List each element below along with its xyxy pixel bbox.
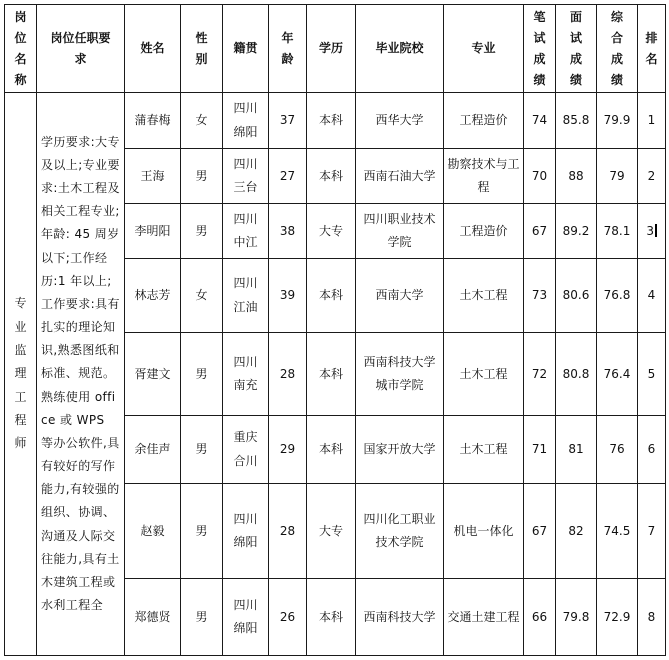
cell-school[interactable] [356, 149, 444, 204]
header-label: 专业 [471, 41, 496, 55]
cell-gender[interactable] [181, 484, 223, 579]
header-label: 笔试成绩 [533, 9, 546, 87]
header-label: 姓名 [140, 41, 165, 55]
rank: 3 [646, 223, 655, 238]
age: 29 [279, 442, 296, 457]
interview-score: 80.8 [562, 366, 590, 381]
header-name[interactable] [125, 5, 181, 93]
position-name: 专业监理工程师 [14, 296, 27, 451]
education: 本科 [318, 168, 343, 183]
education: 大专 [318, 523, 343, 538]
written-score: 67 [531, 523, 548, 538]
header-overall-score[interactable] [597, 5, 638, 93]
cell-interview-score[interactable] [556, 204, 597, 259]
gender: 男 [195, 442, 208, 457]
major: 土木工程 [459, 366, 508, 381]
cell-gender[interactable] [181, 416, 223, 484]
header-label: 排名 [645, 30, 658, 66]
header-label: 籍贯 [233, 41, 258, 55]
cell-gender[interactable] [181, 259, 223, 333]
major: 工程造价 [459, 223, 508, 238]
overall-score: 79.9 [603, 113, 631, 128]
education: 本科 [318, 113, 343, 128]
gender: 男 [195, 223, 208, 238]
major: 勘察技术与工程 [447, 157, 520, 194]
header-label: 性别 [195, 30, 208, 66]
cell-interview-score[interactable] [556, 149, 597, 204]
rank: 1 [647, 113, 656, 128]
major: 土木工程 [459, 288, 508, 303]
gender: 男 [195, 523, 208, 538]
cell-school[interactable] [356, 579, 444, 656]
header-interview-score[interactable] [556, 5, 597, 93]
school: 国家开放大学 [363, 442, 436, 457]
education: 大专 [318, 223, 343, 238]
interview-score: 82 [568, 523, 584, 538]
cell-education[interactable] [307, 93, 356, 149]
cell-name[interactable] [125, 333, 181, 416]
major: 土木工程 [459, 442, 508, 457]
overall-score: 78.1 [603, 223, 631, 238]
cell-position-name[interactable] [5, 93, 37, 656]
applicant-name: 余佳声 [134, 442, 171, 457]
cell-major[interactable] [444, 484, 524, 579]
cell-school[interactable] [356, 204, 444, 259]
cell-age[interactable] [269, 93, 307, 149]
requirements-text: 学历要求:大专及以上;专业要求:土木工程及相关工程专业;年龄: 45 周岁以下;工作经历:1 年以上;工作要求:具有扎实的理论知识,熟悉图纸和标准、规范。熟练使用 office 或 WPS 等办公软件,具有较好的写作能力,有较强的组织、协调、沟通及人际交往能力,具有土木建筑工程或水利工程全 [41, 134, 120, 612]
cell-hometown[interactable] [223, 204, 269, 259]
overall-score: 76 [609, 442, 625, 457]
cell-written-score[interactable] [524, 259, 556, 333]
cell-written-score[interactable] [524, 416, 556, 484]
cell-age[interactable] [269, 333, 307, 416]
applicant-name: 王海 [140, 168, 165, 183]
gender: 女 [195, 113, 208, 128]
overall-score: 74.5 [603, 523, 631, 538]
cell-age[interactable] [269, 259, 307, 333]
header-label: 学历 [318, 41, 343, 55]
hometown: 四川中江 [233, 211, 258, 249]
education: 本科 [318, 442, 343, 457]
school: 西南大学 [375, 288, 424, 303]
cell-major[interactable] [444, 416, 524, 484]
cell-hometown[interactable] [223, 579, 269, 656]
age: 37 [279, 113, 296, 128]
cell-name[interactable] [125, 149, 181, 204]
cell-overall-score[interactable] [597, 579, 638, 656]
rank: 7 [647, 523, 656, 538]
header-school[interactable] [356, 5, 444, 93]
cell-major[interactable] [444, 93, 524, 149]
header-major[interactable] [444, 5, 524, 93]
header-requirements[interactable] [37, 5, 125, 93]
gender: 女 [195, 288, 208, 303]
cell-school[interactable] [356, 259, 444, 333]
header-gender[interactable] [181, 5, 223, 93]
cell-interview-score[interactable] [556, 579, 597, 656]
gender: 男 [195, 609, 208, 624]
hometown: 四川三台 [233, 156, 258, 194]
interview-score: 85.8 [562, 113, 590, 128]
cell-interview-score[interactable] [556, 93, 597, 149]
cell-age[interactable] [269, 416, 307, 484]
cell-overall-score[interactable] [597, 333, 638, 416]
applicant-name: 胥建文 [134, 366, 171, 381]
written-score: 72 [531, 366, 548, 381]
overall-score: 76.4 [603, 366, 631, 381]
applicant-name: 郑德贤 [134, 609, 171, 624]
cell-requirements[interactable] [37, 93, 125, 656]
cell-overall-score[interactable] [597, 484, 638, 579]
cell-education[interactable] [307, 149, 356, 204]
hometown: 四川绵阳 [233, 511, 258, 549]
age: 27 [279, 168, 296, 183]
interview-score: 80.6 [562, 288, 590, 303]
cell-name[interactable] [125, 579, 181, 656]
cell-rank[interactable] [638, 259, 666, 333]
cell-gender[interactable] [181, 149, 223, 204]
header-row [5, 5, 666, 93]
cell-gender[interactable] [181, 579, 223, 656]
rank: 8 [647, 609, 656, 624]
major: 机电一体化 [453, 523, 514, 538]
text-cursor [655, 224, 657, 237]
cell-age[interactable] [269, 204, 307, 259]
cell-rank[interactable] [638, 484, 666, 579]
cell-interview-score[interactable] [556, 484, 597, 579]
school: 西南科技大学城市学院 [363, 355, 436, 392]
cell-education[interactable] [307, 579, 356, 656]
cell-hometown[interactable] [223, 416, 269, 484]
cell-overall-score[interactable] [597, 259, 638, 333]
cell-major[interactable] [444, 149, 524, 204]
applicant-name: 蒲春梅 [134, 113, 171, 128]
cell-hometown[interactable] [223, 484, 269, 579]
cell-overall-score[interactable] [597, 93, 638, 149]
education: 本科 [318, 366, 343, 381]
header-label: 毕业院校 [375, 41, 424, 55]
cell-rank[interactable] [638, 93, 666, 149]
recruitment-score-table [4, 4, 666, 656]
cell-hometown[interactable] [223, 259, 269, 333]
cell-age[interactable] [269, 149, 307, 204]
cell-rank[interactable] [638, 204, 666, 259]
header-hometown[interactable] [223, 5, 269, 93]
cell-gender[interactable] [181, 93, 223, 149]
written-score: 70 [531, 168, 548, 183]
header-age[interactable] [269, 5, 307, 93]
interview-score: 81 [568, 442, 584, 457]
hometown: 四川江油 [233, 276, 258, 314]
school: 四川职业技术学院 [363, 212, 436, 249]
rank: 2 [647, 168, 656, 183]
school: 西华大学 [375, 113, 424, 128]
cell-written-score[interactable] [524, 149, 556, 204]
interview-score: 79.8 [562, 609, 590, 624]
header-label: 面试成绩 [569, 9, 582, 87]
cell-hometown[interactable] [223, 333, 269, 416]
written-score: 74 [531, 113, 548, 128]
major: 工程造价 [459, 113, 508, 128]
cell-written-score[interactable] [524, 579, 556, 656]
cell-rank[interactable] [638, 579, 666, 656]
cell-name[interactable] [125, 204, 181, 259]
cell-overall-score[interactable] [597, 204, 638, 259]
gender: 男 [195, 366, 208, 381]
header-written-score[interactable] [524, 5, 556, 93]
cell-major[interactable] [444, 204, 524, 259]
overall-score: 72.9 [603, 609, 631, 624]
written-score: 71 [531, 442, 548, 457]
cell-rank[interactable] [638, 416, 666, 484]
written-score: 73 [531, 288, 548, 303]
cell-interview-score[interactable] [556, 259, 597, 333]
cell-name[interactable] [125, 259, 181, 333]
cell-major[interactable] [444, 259, 524, 333]
cell-rank[interactable] [638, 149, 666, 204]
written-score: 66 [531, 609, 548, 624]
cell-education[interactable] [307, 259, 356, 333]
cell-school[interactable] [356, 416, 444, 484]
cell-education[interactable] [307, 204, 356, 259]
rank: 6 [647, 442, 656, 457]
cell-written-score[interactable] [524, 484, 556, 579]
hometown: 四川南充 [233, 354, 258, 392]
major: 交通土建工程 [447, 609, 520, 624]
cell-rank[interactable] [638, 333, 666, 416]
header-rank[interactable] [638, 5, 666, 93]
header-education[interactable] [307, 5, 356, 93]
cell-hometown[interactable] [223, 93, 269, 149]
written-score: 67 [531, 223, 548, 238]
school: 西南石油大学 [363, 168, 436, 183]
cell-age[interactable] [269, 484, 307, 579]
age: 26 [279, 609, 296, 624]
age: 28 [279, 366, 296, 381]
age: 38 [279, 223, 296, 238]
hometown: 四川绵阳 [233, 597, 258, 635]
education: 本科 [318, 609, 343, 624]
cell-overall-score[interactable] [597, 149, 638, 204]
cell-education[interactable] [307, 416, 356, 484]
cell-interview-score[interactable] [556, 416, 597, 484]
cell-hometown[interactable] [223, 149, 269, 204]
age: 39 [279, 288, 296, 303]
cell-school[interactable] [356, 484, 444, 579]
header-label: 岗位名称 [14, 9, 27, 87]
cell-education[interactable] [307, 484, 356, 579]
cell-name[interactable] [125, 416, 181, 484]
table-row [5, 93, 666, 149]
hometown: 重庆合川 [233, 430, 258, 468]
cell-written-score[interactable] [524, 333, 556, 416]
header-position-name[interactable] [5, 5, 37, 93]
cell-major[interactable] [444, 579, 524, 656]
cell-written-score[interactable] [524, 204, 556, 259]
cell-school[interactable] [356, 93, 444, 149]
cell-age[interactable] [269, 579, 307, 656]
applicant-name: 李明阳 [134, 223, 171, 238]
cell-school[interactable] [356, 333, 444, 416]
school: 西南科技大学 [363, 609, 436, 624]
hometown: 四川绵阳 [233, 101, 258, 139]
interview-score: 89.2 [562, 223, 590, 238]
applicant-name: 赵毅 [140, 523, 165, 538]
education: 本科 [318, 288, 343, 303]
header-label: 年龄 [281, 30, 294, 66]
cell-gender[interactable] [181, 204, 223, 259]
header-label: 综合成绩 [610, 9, 623, 87]
overall-score: 79 [609, 168, 625, 183]
cell-gender[interactable] [181, 333, 223, 416]
header-label: 岗位任职要求 [50, 30, 111, 66]
cell-overall-score[interactable] [597, 416, 638, 484]
cell-interview-score[interactable] [556, 333, 597, 416]
age: 28 [279, 523, 296, 538]
rank: 4 [647, 288, 656, 303]
cell-written-score[interactable] [524, 93, 556, 149]
cell-name[interactable] [125, 484, 181, 579]
overall-score: 76.8 [603, 288, 631, 303]
cell-major[interactable] [444, 333, 524, 416]
school: 四川化工职业技术学院 [363, 512, 436, 549]
rank: 5 [647, 366, 656, 381]
interview-score: 88 [568, 168, 584, 183]
applicant-name: 林志芳 [134, 288, 171, 303]
cell-education[interactable] [307, 333, 356, 416]
gender: 男 [195, 168, 208, 183]
cell-name[interactable] [125, 93, 181, 149]
